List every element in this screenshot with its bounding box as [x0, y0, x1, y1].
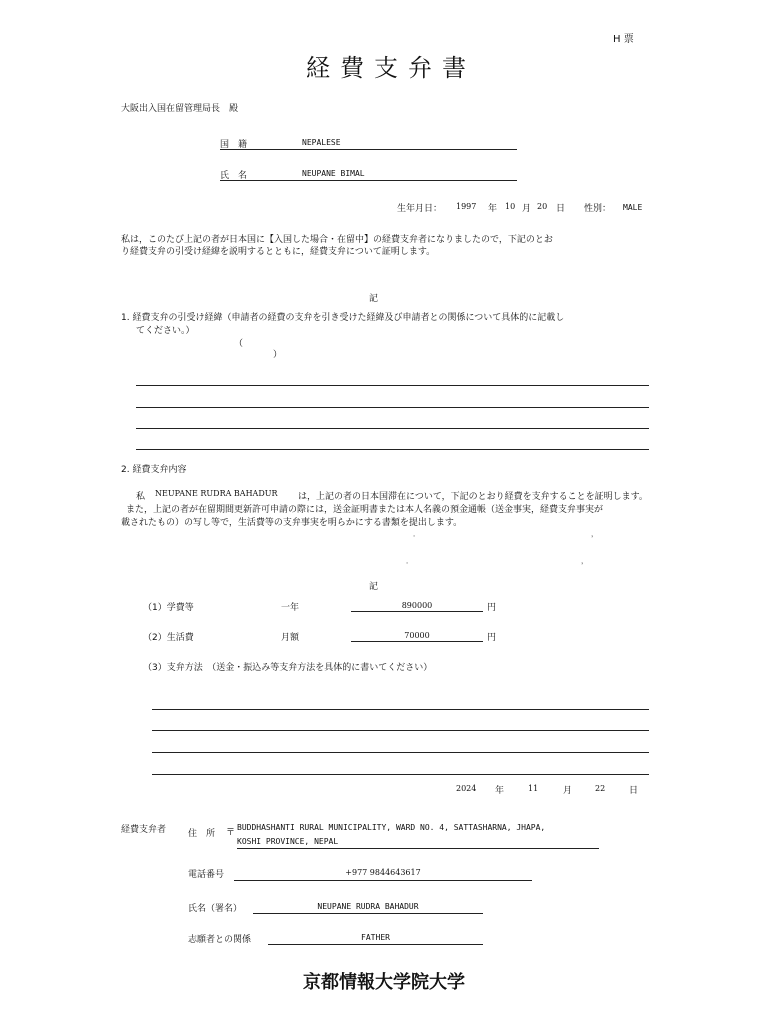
writing-line	[152, 774, 649, 775]
date-day-label: 日	[629, 786, 639, 796]
dob-day-label: 日	[556, 204, 566, 214]
stray-mark: ，	[591, 530, 598, 538]
date-month: 11	[528, 784, 539, 793]
tuition-unit: 円	[487, 603, 497, 613]
name-value: NEUPANE BIMAL	[302, 169, 365, 178]
document-title: 経費支弁書	[306, 54, 476, 82]
dob-month-label: 月	[522, 204, 532, 214]
dob-year: 1997	[456, 202, 477, 211]
address-line-2: KOSHI PROVINCE, NEPAL	[237, 837, 339, 846]
address-underline	[237, 848, 599, 849]
phone-label: 電話番号	[188, 870, 225, 880]
sex-label: 性別：	[584, 204, 612, 214]
section2-line-2: また，上記の者が在留期間更新許可申請の際には，送金証明書または本人名義の預金通帳（送金事実，経費支弁事実が	[126, 505, 604, 515]
date-year: 2024	[456, 784, 477, 793]
writing-line	[136, 385, 649, 386]
method-label: （3）支弁方法 （送金・振込み等支弁方法を具体的に書いてください）	[143, 663, 433, 673]
phone-value: +977 9844643617	[345, 868, 421, 877]
sex-value: MALE	[623, 203, 643, 212]
address-label: 住 所	[188, 829, 216, 839]
living-underline	[351, 641, 483, 642]
date-month-label: 月	[563, 786, 573, 796]
form-code: H 票	[613, 34, 634, 45]
postal-mark: 〒	[226, 828, 236, 838]
intro-line-1: 私は，このたび上記の者が日本国に【入国した場合・在留中】の経費支弁者になりましたので，下記のとお	[121, 235, 553, 245]
nationality-underline	[220, 149, 517, 150]
section2-line-1: は，上記の者の日本国滞在について，下記のとおり経費を支弁することを証明します。	[298, 492, 648, 502]
dob-day: 20	[537, 202, 548, 211]
date-year-label: 年	[495, 786, 505, 796]
dob-month: 10	[505, 202, 516, 211]
section2-line-3: 載されたもの）の写し等で，生活費等の支弁事実を明らかにする書類を提出します。	[121, 518, 463, 528]
name-label: 氏 名	[220, 171, 248, 181]
living-amount: 70000	[404, 631, 430, 640]
stray-mark: ．	[413, 530, 420, 538]
section1-line-1: 1. 経費支弁の引受け経緯（申請者の経費の支弁を引き受けた経緯及び申請者との関係について具体的に記載し	[121, 313, 565, 323]
university-name: 京都情報大学院大学	[303, 972, 465, 993]
living-label: （2）生活費	[143, 633, 194, 643]
writing-line	[152, 752, 649, 753]
signature-value: NEUPANE RUDRA BAHADUR	[317, 902, 419, 911]
stray-mark: ，	[581, 557, 588, 565]
writing-line	[136, 428, 649, 429]
dob-label: 生年月日：	[397, 204, 443, 214]
ki-heading-2: 記	[369, 582, 379, 592]
sponsor-section-label: 経費支弁者	[121, 825, 167, 835]
paren-open: （	[234, 339, 244, 349]
writing-line	[136, 407, 649, 408]
nationality-label: 国 籍	[220, 140, 248, 150]
tuition-amount: 890000	[401, 601, 433, 610]
name-underline	[220, 180, 517, 181]
phone-underline	[234, 880, 532, 881]
stray-mark: ．	[406, 557, 413, 565]
writing-line	[136, 449, 649, 450]
section2-heading: 2. 経費支弁内容	[121, 465, 187, 475]
section1-line-2: てください。）	[136, 326, 195, 336]
writing-line	[152, 709, 649, 710]
tuition-label: （1）学費等	[143, 603, 194, 613]
relation-underline	[268, 944, 483, 945]
section2-prefix: 私	[136, 492, 146, 502]
paren-close: ）	[273, 350, 283, 360]
signature-label: 氏名（署名）	[188, 904, 243, 914]
writing-line	[152, 730, 649, 731]
intro-line-2: り経費支弁の引受け経緯を説明するとともに，経費支弁について証明します。	[121, 247, 436, 257]
tuition-underline	[351, 611, 483, 612]
dob-year-label: 年	[488, 204, 498, 214]
ki-heading: 記	[369, 294, 379, 304]
signature-underline	[253, 913, 483, 914]
tuition-period: 一年	[281, 603, 300, 613]
relation-label: 志願者との関係	[188, 935, 252, 945]
living-period: 月額	[281, 633, 300, 643]
date-day: 22	[595, 784, 606, 793]
address-line-1: BUDDHASHANTI RURAL MUNICIPALITY, WARD NO. 4, SATTASHARNA, JHAPA,	[237, 823, 546, 832]
relation-value: FATHER	[361, 933, 390, 942]
nationality-value: NEPALESE	[302, 138, 341, 147]
sponsor-name-inline: NEUPANE RUDRA BAHADUR	[155, 489, 278, 498]
addressee: 大阪出入国在留管理局長 殿	[121, 104, 239, 114]
living-unit: 円	[487, 633, 497, 643]
